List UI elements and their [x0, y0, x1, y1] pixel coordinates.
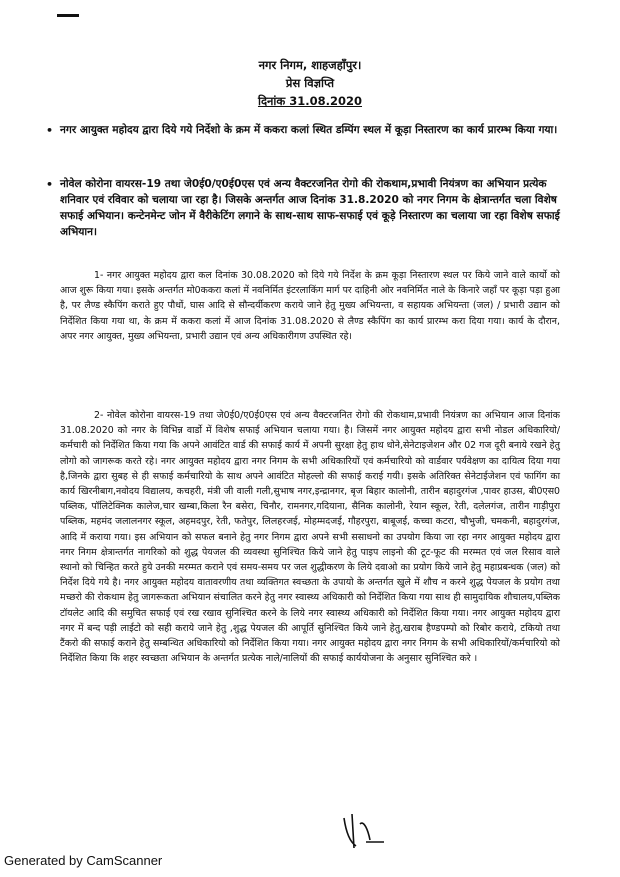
- bullet-text: नगर आयुक्त महोदय द्वारा दिये गये निर्देशो के क्रम में ककरा कलां स्थित डम्पिंग स्थल में कूड़ा निस्तारण का कार्य प्रारम्भ किया गया।: [60, 124, 558, 136]
- top-dash-mark: [57, 14, 79, 17]
- paragraph: 1- नगर आयुक्त महोदय द्वारा कल दिनांक 30.08.2020 को दिये गये निर्देश के क्रम कूड़ा निस्तारण स्थल पर किये जाने वाले कार्यो को आज शुरू किया गया। इसके अन्तर्गत मो0ककरा कलां में नवनिर्मित इंटरलाकिंग मार्ग पर दाहिनी ओर नवनिर्मित नाले के किनारे जहाँ पर कूड़ा पड़ा हुआ है, पर लैण्ड स्कैपिंग कराते हुए पौधों, घास आदि से सौन्दर्यीकरण कराये जाने हेतु मुख्य अभियन्ता, व सहायक अभियन्ता (जल) / प्रभारी उद्यान को निर्देशित किया गया था, के क्रम में ककरा कलां में आज दिनांक 31.08.2020 से लैण्ड स्कैपिंग का कार्य प्रारम्भ करा दिया गया। कार्य के दौरान, अपर नगर आयुक्त, मुख्य अभियन्ता, प्रभारी उद्यान एवं अन्य अधिकारीगण उपस्थित रहे।: [60, 270, 560, 342]
- bullet-point: [46, 176, 560, 240]
- document-type: प्रेस विज्ञप्ति: [285, 76, 335, 90]
- signature-mark: [340, 812, 388, 852]
- document-date: दिनांक 31.08.2020: [257, 94, 363, 108]
- bullet-text: नोवेल कोरोना वायरस-19 तथा जे0ई0/ए0ई0एस एवं अन्य वैक्टरजनित रोगो की रोकथाम,प्रभावी नियंत्रण का अभियान प्रत्येक शनिवार एवं रविवार को चलाया जा रहा है। जिसके अन्तर्गत आज दिनांक 31.8.2020 को नगर निगम के क्षेत्रान्तर्गत चला विशेष सफाई अभियान। कन्टेनमेन्ट जोन में वैरीकेटिंग लगाने के साथ-साथ साफ-सफाई एवं कूड़े निस्तारण का चलाया जा रहा विशेष सफाई अभियान।: [60, 178, 560, 238]
- bullet-point: [46, 122, 560, 138]
- bullet-dot-icon: •: [46, 178, 54, 191]
- scanner-watermark: Generated by CamScanner: [4, 853, 163, 868]
- bullet-dot-icon: •: [46, 124, 54, 137]
- org-name: नगर निगम, शाहजहाँपुर।: [258, 58, 362, 72]
- paragraph: 2- नोवेल कोरोना वायरस-19 तथा जे0ई0/ए0ई0एस एवं अन्य वैक्टरजनित रोगो की रोकथाम,प्रभावी नियंत्रण का अभियान आज दिनांक 31.08.2020 को नगर के विभिन्न वार्डो में विशेष सफाई अभियान चलाया गया। है। जिसमें नगर आयुक्त महोदय द्वारा सभी नोडल अधिकारियो/कर्मचारी को निर्देशित किया गया कि अपने आवंटित वार्ड की सफाई कार्य में अपनी सुरक्षा हेतु हाथ धोने,सेनेटाइजेशन और 02 गज दूरी बनाये रखने हेतु लोगो को जागरूक करते रहे। नगर आयुक्त महोदय द्वारा नगर निगम के सभी अधिकारियों एवं कर्मचारियो को वार्डवार पर्यवेक्षण का दायित्व दिया गया है,जिनके द्वारा सुबह से ही सफाई कर्मचारियो के साथ अपने आवंटित मोहल्लो की सफाई कराई गयी। इसके अतिरिक्त सेनेटाईजेशन एवं फागिंग का कार्य खिरनीबाग,नवोदय विद्यालय, कचहरी, मंत्री जी वाली गली,सुभाष नगर,इन्द्रानगर, बृज बिहार कालोनी, तारीन बहादुरगंज ,पावर हाउस, बी0एस0 पब्लिक, पॉलिटेक्निक कालेज,चार खम्बा,किला रैन बसेरा, चिनौर, रामनगर,गदियाना, सैनिक कालोनी, रेयान स्कूल, रेती, दलेलगंज, तारीन गाड़ीपुरा पब्लिक, महमंद जलालनगर स्कूल, अहमदपुर, रेती, फतेपुर, लिलहरजई, मोहम्मदजई, गौहरपुरा, बाबूजई, कच्चा कटरा, चौभुजी, चमकनी, बहादुरगंज, आदि में कराया गया। इस अभियान को सफल बनाने हेतु नगर निगम द्वारा अपने सभी ससाधनो का उपयोग किया जा रहा नगर आयुक्त महोदय द्वारा नगर निगम क्षेत्रान्तर्गत नागरिको को शुद्ध पेयजल की व्यवस्था सुनिश्चित किये जाने हेतु पाइप लाइनो की टूट-फूट की मरम्मत एवं जल रिसाव वाले स्थानो को चिन्हित करते हुये उनकी मरम्मत कराने एवं समय-समय पर जल शुद्धीकरण के लिये दवाओ का प्रयोग किये जाने हेतु महाप्रबन्धक (जल) को निर्देश दिये गये है। नगर आयुक्त महोदय वातावरणीय तथा व्यक्तिगत स्वच्छता के उपायो के अन्तर्गत खुले में शौच न करने शुद्ध पेयजल के प्रयोग तथा मच्छरो की रोकथाम हेतु जागरूकता अभियान संचालित करने हेतु नगर स्वास्थ्य अधिकारी को निर्देशित किया गया साथ ही सामुदायिक शौचालय,पब्लिक टॉयलेट आदि की समुचित सफाई एवं रख रखाव सुनिश्चित करने के लिये नगर स्वास्थ्य अधिकारी को निर्देशित किया गया। नगर आयुक्त महोदय द्वारा नगर में बन्द पड़ी लाईटो को सही कराये जाने हेतु ,शुद्ध पेयजल की आपूर्ति सुनिश्चित किये जाने हेतु,खराब हैण्डपम्पो को रिबोर कराये, टकियो तथा टैंकरो की सफाई कराने हेतु सम्बन्धित अधिकारियो को निर्देशित किया गया। नगर आयुक्त महोदय द्वारा नगर निगम के सभी अधिकारियों/कर्मचारियो को निर्देशित किया कि शहर स्वच्छता अभियान के अन्तर्गत प्रत्येक नाले/नालियों की सफाई कार्ययोजना के अनुसार सुनिश्चित करे ।: [60, 410, 560, 665]
